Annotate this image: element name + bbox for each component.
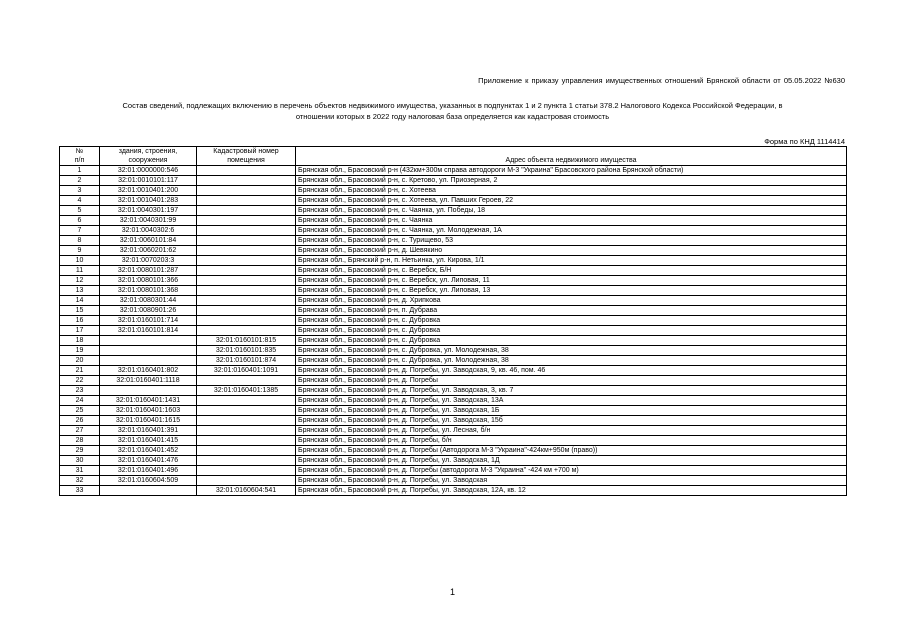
premises-cadastral-number: [197, 206, 296, 216]
building-cadastral-number: [100, 386, 197, 396]
property-address: Брянская обл., Брасовский р-н (432км+300м справа автодороги М-3 "Украина" Брасовского района Брянской области): [296, 166, 847, 176]
building-cadastral-number: 32:01:0080901:26: [100, 306, 197, 316]
property-address: Брянская обл., Брасовский р-н, д. Погребы, ул. Лесная, б/н: [296, 426, 847, 436]
table-row: [60, 426, 847, 436]
property-address: Брянская обл., Брасовский р-н, д. Хрипкова: [296, 296, 847, 306]
building-cadastral-number: 32:01:0000000:546: [100, 166, 197, 176]
premises-cadastral-number: [197, 406, 296, 416]
building-cadastral-number: 32:01:0010101:117: [100, 176, 197, 186]
property-address: Брянская обл., Брасовский р-н, д. Погребы: [296, 376, 847, 386]
row-number: 12: [60, 276, 100, 286]
building-cadastral-number: 32:01:0160401:452: [100, 446, 197, 456]
table-row: [60, 256, 847, 266]
row-number: 1: [60, 166, 100, 176]
table-row: [60, 286, 847, 296]
building-cadastral-number: 32:01:0160401:1431: [100, 396, 197, 406]
building-cadastral-number: 32:01:0080101:366: [100, 276, 197, 286]
building-cadastral-number: 32:01:0160401:476: [100, 456, 197, 466]
table-row: [60, 416, 847, 426]
header-premises-cadastral: Кадастровый номер помещения: [197, 147, 296, 166]
building-cadastral-number: 32:01:0080101:287: [100, 266, 197, 276]
table-row: [60, 446, 847, 456]
header-address: Адрес объекта недвижимого имущества: [296, 147, 847, 166]
building-cadastral-number: 32:01:0040301:197: [100, 206, 197, 216]
building-cadastral-number: 32:01:0160401:415: [100, 436, 197, 446]
building-cadastral-number: 32:01:0160101:814: [100, 326, 197, 336]
row-number: 4: [60, 196, 100, 206]
table-row: [60, 316, 847, 326]
table-row: [60, 266, 847, 276]
table-row: [60, 396, 847, 406]
row-number: 25: [60, 406, 100, 416]
property-address: Брянская обл., Брасовский р-н, с. Веребск, Б/Н: [296, 266, 847, 276]
building-cadastral-number: 32:01:0010401:283: [100, 196, 197, 206]
row-number: 30: [60, 456, 100, 466]
row-number: 21: [60, 366, 100, 376]
building-cadastral-number: [100, 486, 197, 496]
table-row: [60, 436, 847, 446]
header-num: № п/п: [60, 147, 100, 166]
table-row: [60, 356, 847, 366]
row-number: 10: [60, 256, 100, 266]
building-cadastral-number: 32:01:0160401:1615: [100, 416, 197, 426]
row-number: 5: [60, 206, 100, 216]
property-address: Брянская обл., Брасовский р-н, с. Дубровка, ул. Молодежная, 38: [296, 346, 847, 356]
property-address: Брянская обл., Брасовский р-н, д. Погребы (автодорога М-3 "Украина" -424 км +700 м): [296, 466, 847, 476]
premises-cadastral-number: [197, 226, 296, 236]
building-cadastral-number: 32:01:0160401:496: [100, 466, 197, 476]
row-number: 11: [60, 266, 100, 276]
row-number: 6: [60, 216, 100, 226]
property-address: Брянская обл., Брасовский р-н, д. Погребы, ул. Заводская, 9, кв. 46, пом. 46: [296, 366, 847, 376]
row-number: 24: [60, 396, 100, 406]
row-number: 19: [60, 346, 100, 356]
row-number: 15: [60, 306, 100, 316]
property-address: Брянская обл., Брасовский р-н, д. Погребы, ул. Заводская, 13А: [296, 396, 847, 406]
row-number: 26: [60, 416, 100, 426]
row-number: 28: [60, 436, 100, 446]
row-number: 29: [60, 446, 100, 456]
table-row: [60, 476, 847, 486]
table-body: [60, 166, 847, 496]
table-row: [60, 186, 847, 196]
premises-cadastral-number: [197, 476, 296, 486]
table-row: [60, 226, 847, 236]
row-number: 31: [60, 466, 100, 476]
property-address: Брянская обл., Брасовский р-н, с. Чаянка, ул. Молодежная, 1А: [296, 226, 847, 236]
premises-cadastral-number: [197, 276, 296, 286]
property-address: Брянская обл., Брасовский р-н, д. Погребы, ул. Заводская, 3, кв. 7: [296, 386, 847, 396]
row-number: 18: [60, 336, 100, 346]
building-cadastral-number: 32:01:0160401:1118: [100, 376, 197, 386]
premises-cadastral-number: [197, 256, 296, 266]
table-row: [60, 406, 847, 416]
building-cadastral-number: 32:01:0040301:99: [100, 216, 197, 226]
premises-cadastral-number: 32:01:0160401:1385: [197, 386, 296, 396]
table-row: [60, 206, 847, 216]
property-address: Брянская обл., Брасовский р-н, с. Чаянка: [296, 216, 847, 226]
premises-cadastral-number: [197, 456, 296, 466]
premises-cadastral-number: [197, 466, 296, 476]
property-address: Брянская обл., Брасовский р-н, с. Дубровка, ул. Молодежная, 38: [296, 356, 847, 366]
row-number: 17: [60, 326, 100, 336]
property-address: Брянская обл., Брасовский р-н, п. Дубрава: [296, 306, 847, 316]
property-address: Брянская обл., Брасовский р-н, с. Турищево, 53: [296, 236, 847, 246]
premises-cadastral-number: 32:01:0160101:874: [197, 356, 296, 366]
table-row: [60, 216, 847, 226]
table-row: [60, 326, 847, 336]
property-address: Брянская обл., Брасовский р-н, с. Дубровка: [296, 336, 847, 346]
property-address: Брянская обл., Брасовский р-н, д. Погребы, ул. Заводская, 1Д: [296, 456, 847, 466]
building-cadastral-number: 32:01:0160401:391: [100, 426, 197, 436]
property-address: Брянская обл., Брасовский р-н, д. Погребы, ул. Заводская: [296, 476, 847, 486]
building-cadastral-number: 32:01:0040302:6: [100, 226, 197, 236]
row-number: 8: [60, 236, 100, 246]
row-number: 22: [60, 376, 100, 386]
property-address: Брянская обл., Брасовский р-н, с. Веребск, ул. Липовая, 11: [296, 276, 847, 286]
table-row: [60, 486, 847, 496]
document-heading: [60, 100, 845, 122]
table-row: [60, 466, 847, 476]
building-cadastral-number: 32:01:0080301:44: [100, 296, 197, 306]
property-address: Брянская обл., Брасовский р-н, д. Погребы, ул. Заводская, 12А, кв. 12: [296, 486, 847, 496]
property-table: [59, 146, 847, 496]
table-header-row: [60, 147, 847, 166]
table-row: [60, 276, 847, 286]
premises-cadastral-number: [197, 196, 296, 206]
row-number: 13: [60, 286, 100, 296]
premises-cadastral-number: [197, 266, 296, 276]
table-row: [60, 376, 847, 386]
row-number: 9: [60, 246, 100, 256]
premises-cadastral-number: [197, 396, 296, 406]
table-row: [60, 346, 847, 356]
building-cadastral-number: 32:01:0070203:3: [100, 256, 197, 266]
table-row: [60, 296, 847, 306]
building-cadastral-number: [100, 356, 197, 366]
building-cadastral-number: 32:01:0160604:509: [100, 476, 197, 486]
building-cadastral-number: [100, 346, 197, 356]
row-number: 33: [60, 486, 100, 496]
row-number: 2: [60, 176, 100, 186]
table-row: [60, 166, 847, 176]
premises-cadastral-number: [197, 166, 296, 176]
heading-line-1: Состав сведений, подлежащих включению в перечень объектов недвижимого имущества, указанных в подпунктах 1 и 2 пункта 1 статьи 378.2 Налогового Кодекса Российской Федерации, в: [122, 101, 783, 110]
row-number: 23: [60, 386, 100, 396]
row-number: 16: [60, 316, 100, 326]
premises-cadastral-number: [197, 286, 296, 296]
building-cadastral-number: 32:01:0160401:802: [100, 366, 197, 376]
premises-cadastral-number: [197, 186, 296, 196]
property-address: Брянская обл., Брасовский р-н, д. Шевякино: [296, 246, 847, 256]
table-row: [60, 176, 847, 186]
premises-cadastral-number: [197, 236, 296, 246]
row-number: 32: [60, 476, 100, 486]
building-cadastral-number: [100, 336, 197, 346]
row-number: 27: [60, 426, 100, 436]
premises-cadastral-number: [197, 246, 296, 256]
building-cadastral-number: 32:01:0060201:62: [100, 246, 197, 256]
property-address: Брянская обл., Брасовский р-н, с. Дубровка: [296, 326, 847, 336]
table-row: [60, 196, 847, 206]
property-address: Брянская обл., Брасовский р-н, с. Чаянка, ул. Победы, 18: [296, 206, 847, 216]
table-row: [60, 336, 847, 346]
premises-cadastral-number: [197, 216, 296, 226]
table-row: [60, 386, 847, 396]
property-address: Брянская обл., Брасовский р-н, д. Погребы, б/н: [296, 436, 847, 446]
table-row: [60, 236, 847, 246]
property-address: Брянская обл., Брасовский р-н, д. Погребы (Автодорога М-3 "Украина"-424км+950м (право)): [296, 446, 847, 456]
row-number: 20: [60, 356, 100, 366]
table-row: [60, 456, 847, 466]
form-code: Форма по КНД 1114414: [764, 137, 845, 146]
premises-cadastral-number: [197, 446, 296, 456]
premises-cadastral-number: [197, 306, 296, 316]
premises-cadastral-number: [197, 326, 296, 336]
row-number: 7: [60, 226, 100, 236]
heading-line-2: отношении которых в 2022 году налоговая база определяется как кадастровая стоимость: [295, 112, 610, 121]
premises-cadastral-number: [197, 296, 296, 306]
property-address: Брянская обл., Брасовский р-н, с. Дубровка: [296, 316, 847, 326]
property-address: Брянская обл., Брянский р-н, п. Нетьинка, ул. Кирова, 1/1: [296, 256, 847, 266]
building-cadastral-number: 32:01:0080101:368: [100, 286, 197, 296]
table-row: [60, 246, 847, 256]
property-address: Брянская обл., Брасовский р-н, с. Кретово, ул. Приозерная, 2: [296, 176, 847, 186]
premises-cadastral-number: [197, 436, 296, 446]
property-address: Брянская обл., Брасовский р-н, с. Хотеева: [296, 186, 847, 196]
appendix-note: Приложение к приказу управления имущественных отношений Брянской области от 05.05.2022 №630: [478, 76, 845, 85]
property-address: Брянская обл., Брасовский р-н, с. Хотеева, ул. Павших Героев, 22: [296, 196, 847, 206]
header-building-cadastral: здания, строения, сооружения: [100, 147, 197, 166]
property-address: Брянская обл., Брасовский р-н, с. Веребск, ул. Липовая, 13: [296, 286, 847, 296]
building-cadastral-number: 32:01:0010401:200: [100, 186, 197, 196]
building-cadastral-number: 32:01:0160401:1603: [100, 406, 197, 416]
premises-cadastral-number: [197, 426, 296, 436]
premises-cadastral-number: [197, 176, 296, 186]
property-address: Брянская обл., Брасовский р-н, д. Погребы, ул. Заводская, 1Б: [296, 406, 847, 416]
row-number: 14: [60, 296, 100, 306]
premises-cadastral-number: 32:01:0160604:541: [197, 486, 296, 496]
table-row: [60, 366, 847, 376]
premises-cadastral-number: 32:01:0160101:815: [197, 336, 296, 346]
row-number: 3: [60, 186, 100, 196]
premises-cadastral-number: 32:01:0160401:1091: [197, 366, 296, 376]
page-number: 1: [449, 587, 455, 597]
table-row: [60, 306, 847, 316]
premises-cadastral-number: 32:01:0160101:835: [197, 346, 296, 356]
property-address: Брянская обл., Брасовский р-н, д. Погребы, ул. Заводская, 15б: [296, 416, 847, 426]
premises-cadastral-number: [197, 416, 296, 426]
premises-cadastral-number: [197, 316, 296, 326]
premises-cadastral-number: [197, 376, 296, 386]
building-cadastral-number: 32:01:0060101:84: [100, 236, 197, 246]
building-cadastral-number: 32:01:0160101:714: [100, 316, 197, 326]
